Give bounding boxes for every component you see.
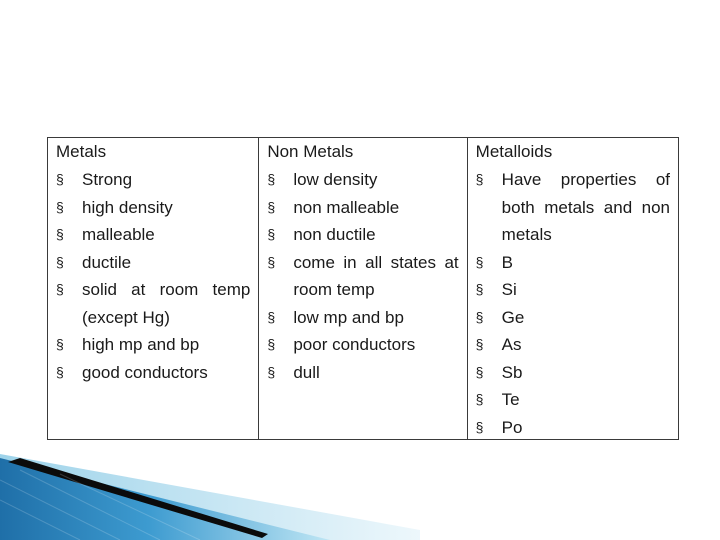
list-item: § malleable	[56, 221, 250, 249]
metals-header: Metals	[56, 142, 107, 161]
bullet-icon: §	[267, 226, 276, 242]
list-item: § Po	[476, 414, 670, 442]
list-item: § low density	[267, 166, 458, 194]
metalloids-column	[467, 138, 678, 439]
bullet-icon: §	[475, 418, 484, 435]
metals-list	[56, 166, 250, 386]
bullet-icon: §	[475, 336, 484, 352]
bullet-icon: §	[475, 308, 484, 325]
bullet-icon: §	[56, 363, 64, 380]
bullet-icon: §	[56, 336, 64, 352]
bullet-icon: §	[267, 253, 276, 270]
bullet-icon: §	[56, 253, 64, 270]
comparison-table	[47, 137, 679, 440]
list-item: § high mp and bp	[56, 331, 250, 359]
blue-swoosh-graphic	[0, 450, 420, 540]
non-metals-column	[258, 138, 466, 439]
list-item: § non malleable	[267, 194, 458, 222]
bullet-icon: §	[267, 171, 276, 187]
list-item: § Strong	[56, 166, 250, 194]
bullet-icon: §	[56, 171, 64, 187]
list-item: § B	[476, 249, 670, 277]
list-item: § dull	[267, 359, 458, 387]
list-item: § poor conductors	[267, 331, 458, 359]
non-metals-header: Non Metals	[267, 142, 354, 161]
bullet-icon: §	[475, 171, 484, 187]
non-metals-list	[267, 166, 458, 386]
list-item: § ductile	[56, 249, 250, 277]
bullet-icon: §	[475, 253, 484, 270]
metalloids-header: Metalloids	[475, 142, 553, 161]
list-item: § high density	[56, 194, 250, 222]
list-item: § As	[476, 331, 670, 359]
bullet-icon: §	[56, 198, 64, 215]
list-item: § solid at room temp (except Hg)	[56, 276, 250, 331]
list-item: § Ge	[476, 304, 670, 332]
list-item: § Have properties of both metals and non metals	[476, 166, 670, 249]
list-item: § Si	[476, 276, 670, 304]
bullet-icon: §	[267, 336, 276, 352]
list-item: § low mp and bp	[267, 304, 458, 332]
list-item: § come in all states at room temp	[267, 249, 458, 304]
bullet-icon: §	[267, 198, 276, 215]
list-item: § Te	[476, 386, 670, 414]
bullet-icon: §	[475, 391, 484, 407]
bullet-icon: §	[56, 226, 64, 242]
bullet-icon: §	[56, 281, 64, 297]
bullet-icon: §	[475, 363, 484, 380]
list-item: § non ductile	[267, 221, 458, 249]
list-item: § Sb	[476, 359, 670, 387]
list-item: § good conductors	[56, 359, 250, 387]
metals-column	[48, 138, 258, 439]
bullet-icon: §	[267, 363, 276, 380]
metalloids-list	[476, 166, 670, 441]
bullet-icon: §	[267, 308, 276, 325]
bullet-icon: §	[475, 281, 484, 297]
